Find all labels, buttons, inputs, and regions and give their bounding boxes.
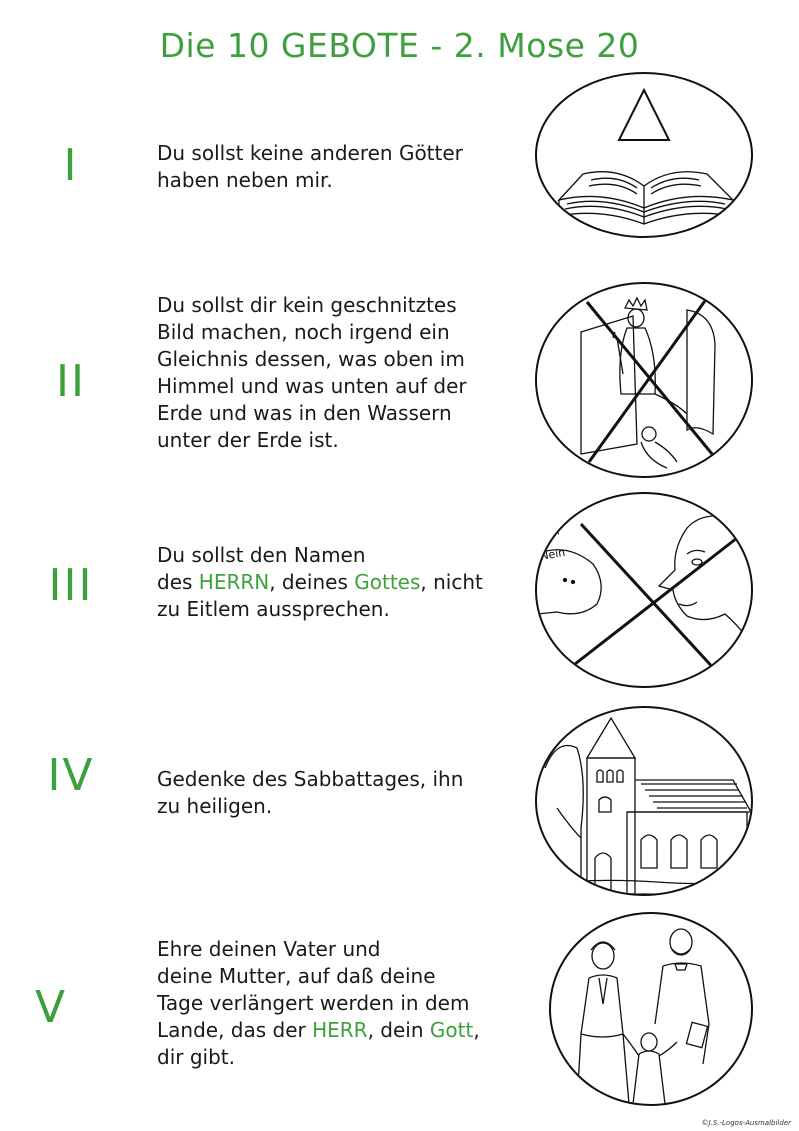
numeral-1: I: [63, 140, 79, 191]
commandment-5-line-4-mid: , dein: [367, 1018, 430, 1042]
commandment-2-line-3: Gleichnis dessen, was oben im: [157, 347, 465, 371]
numeral-3: III: [48, 560, 94, 611]
commandment-3-line-2-post: , nicht: [420, 570, 483, 594]
commandment-1-line-2: haben neben mir.: [157, 168, 333, 192]
commandment-5-line-5: dir gibt.: [157, 1045, 235, 1069]
commandment-3-line-2-mid: , deines: [269, 570, 355, 594]
illustration-triangle-bible: [535, 72, 753, 238]
commandment-5-line-3: Tage verlängert werden in dem: [157, 991, 470, 1015]
herrn-highlight: HERRN: [198, 570, 270, 594]
commandment-1-line-1: Du sollst keine anderen Götter: [157, 141, 463, 165]
mother-figure-icon: [577, 942, 629, 1104]
commandment-2-line-1: Du sollst dir kein geschnitztes: [157, 293, 457, 317]
commandment-3-line-3: zu Eitlem aussprechen.: [157, 597, 390, 621]
commandment-3-line-2-pre: des: [157, 570, 199, 594]
faces-drawing: [537, 494, 751, 686]
bible-triangle-drawing: [537, 74, 751, 236]
idol-drawing: [537, 284, 751, 476]
commandment-4-line-2: zu heiligen.: [157, 794, 273, 818]
numeral-4: IV: [47, 750, 95, 801]
illustration-church: [535, 706, 753, 896]
page-title: Die 10 GEBOTE - 2. Mose 20: [159, 26, 640, 65]
family-drawing: [551, 914, 751, 1104]
illustration-idol-crossed: [535, 282, 753, 478]
cross-out-icon: [587, 298, 717, 462]
commandment-5-line-4: [157, 1017, 527, 1044]
kneeling-person-icon: [641, 427, 677, 468]
child-figure-icon: [623, 1033, 677, 1104]
numeral-2: II: [56, 356, 86, 407]
commandment-5-line-4-post: ,: [473, 1018, 480, 1042]
commandment-3-line-2: [157, 569, 527, 596]
commandment-5-line-1: Ehre deinen Vater und: [157, 937, 381, 961]
church-icon: [537, 718, 751, 894]
speech-oh: Oh: [542, 524, 561, 541]
book-icon: [686, 1022, 707, 1047]
commandment-1-text: [157, 140, 527, 194]
herr-highlight: HERR: [312, 1018, 368, 1042]
commandment-5-text: [157, 936, 527, 1071]
commandment-4-line-1: Gedenke des Sabbattages, ihn: [157, 767, 464, 791]
commandment-5-line-4-pre: Lande, das der: [157, 1018, 313, 1042]
illustration-family: [549, 912, 753, 1106]
commandment-2-line-4: Himmel und was unten auf der: [157, 374, 467, 398]
church-drawing: [537, 708, 751, 894]
tree-icon: [545, 746, 583, 895]
illustration-faces-crossed: [535, 492, 753, 688]
open-book-icon: [559, 172, 733, 224]
triangle-icon: [619, 90, 669, 140]
gottes-highlight: Gottes: [354, 570, 421, 594]
father-figure-icon: [655, 929, 709, 1064]
commandment-2-line-5: Erde und was in den Wassern: [157, 401, 452, 425]
numeral-5: V: [34, 982, 68, 1033]
commandment-5-line-2: deine Mutter, auf daß deine: [157, 964, 436, 988]
commandment-2-line-6: unter der Erde ist.: [157, 428, 339, 452]
commandment-3-line-1: Du sollst den Namen: [157, 543, 366, 567]
commandment-2-line-2: Bild machen, noch irgend ein: [157, 320, 450, 344]
king-figure-icon: [613, 298, 687, 414]
commandment-4-text: [157, 766, 527, 820]
commandment-2-text: [157, 292, 527, 454]
speech-nein: Nein: [539, 545, 567, 563]
copyright-notice: ©J.S.-Logos-Ausmalbilder: [701, 1119, 791, 1127]
gott-highlight: Gott: [429, 1018, 474, 1042]
commandment-3-text: [157, 542, 527, 623]
